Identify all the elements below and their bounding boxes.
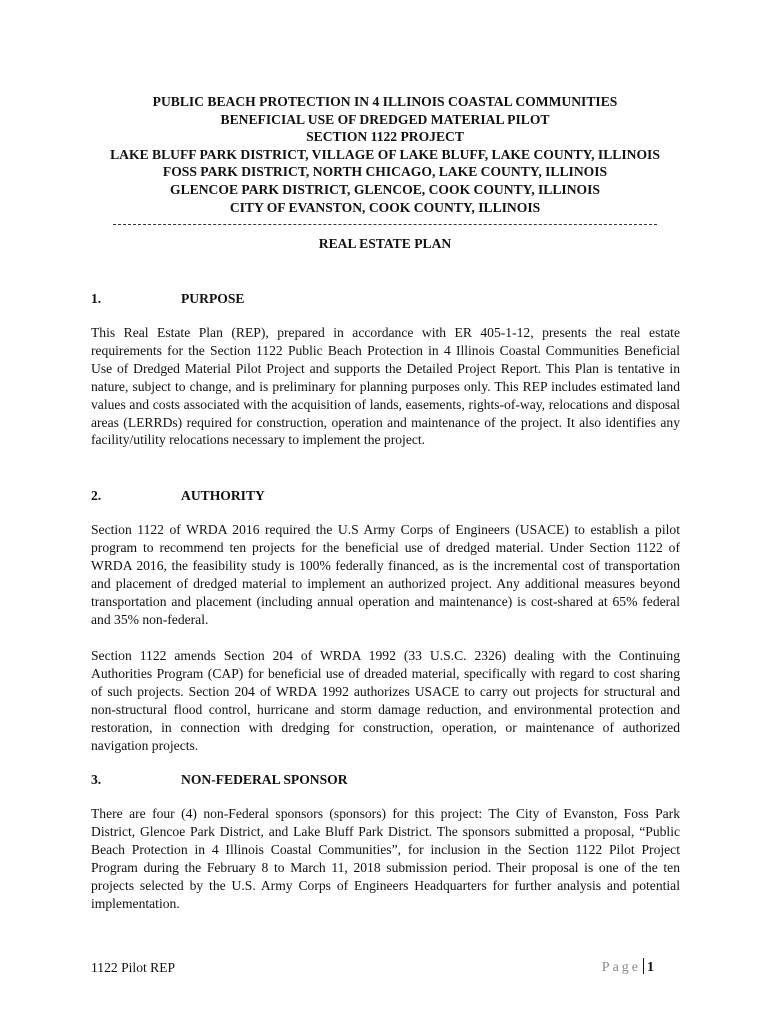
page-separator — [643, 958, 644, 974]
section-heading-non-federal-sponsor — [91, 772, 348, 788]
section-title: AUTHORITY — [181, 488, 265, 503]
section-number: 2. — [91, 488, 102, 503]
dashed-divider — [113, 224, 657, 225]
purpose-paragraph: This Real Estate Plan (REP), prepared in accordance with ER 405-1-12, presents the real estate requirements for the Section 1122 Public Beach Protection in 4 Illinois Coastal Communities Beneficial Use of Dredged Material Pilot Project and supports the Detailed Project Report. This Plan is tentative in nature, subject to change, and is preliminary for planning purposes only. This REP includes estimated land values and costs associated with the acquisition of lands, easements, rights-of-way, relocations and disposal areas (LERRDs) required for construction, operation and maintenance of the project. It also identifies any facility/utility relocations necessary to implement the project. — [91, 325, 680, 448]
authority-paragraph-1: Section 1122 of WRDA 2016 required the U.S Army Corps of Engineers (USACE) to establish a pilot program to recommend ten projects for the beneficial use of dredged material. Under Section 1122 of WRDA 2016, the feasibility study is 100% federally financed, as is the incremental cost of transportation and placement of dredged material to implement an authorized project. Any additional measures beyond transportation and placement (including annual operation and maintenance) is cost-shared at 65% federal and 35% non-federal. — [91, 522, 680, 627]
title-line: BENEFICIAL USE OF DREDGED MATERIAL PILOT — [220, 111, 550, 127]
section-title: PURPOSE — [181, 291, 245, 306]
title-line: FOSS PARK DISTRICT, NORTH CHICAGO, LAKE COUNTY, ILLINOIS — [162, 164, 608, 180]
document-title-block — [40, 93, 730, 216]
section-title: NON-FEDERAL SPONSOR — [181, 772, 348, 787]
section-heading-authority — [91, 488, 265, 504]
title-line: CITY OF EVANSTON, COOK COUNTY, ILLINOIS — [229, 199, 541, 215]
title-line: LAKE BLUFF PARK DISTRICT, VILLAGE OF LAKE BLUFF, LAKE COUNTY, ILLINOIS — [110, 146, 660, 162]
authority-paragraph-2: Section 1122 amends Section 204 of WRDA 1992 (33 U.S.C. 2326) dealing with the Continuing Authorities Program (CAP) for beneficial use of dreaded material, specifically with regard to cost sharing of such projects. Section 204 of WRDA 1992 authorizes USACE to carry out projects for structural and non-structural flood control, hurricane and storm damage reduction, and environmental protection and restoration, in connection with dredging for construction, operation, or maintenance of authorized navigation projects. — [91, 648, 680, 753]
plan-title: REAL ESTATE PLAN — [318, 236, 452, 251]
section-number: 3. — [91, 772, 102, 787]
title-line: GLENCOE PARK DISTRICT, GLENCOE, COOK COUNTY, ILLINOIS — [170, 181, 600, 197]
page-label: Page — [601, 960, 641, 975]
section-number: 1. — [91, 291, 102, 306]
page-number: 1 — [647, 960, 654, 975]
section-heading-purpose — [91, 291, 244, 307]
sponsor-paragraph: There are four (4) non-Federal sponsors (sponsors) for this project: The City of Evanston, Foss Park District, Glencoe Park District, and Lake Bluff Park District. The sponsors submitted a proposal, “Public Beach Protection in 4 Illinois Coastal Communities”, for inclusion in the Section 1122 Pilot Project Program during the February 8 to March 11, 2018 submission period. Their proposal is one of the ten projects selected by the U.S. Army Corps of Engineers Headquarters for further analysis and potential implementation. — [91, 806, 680, 911]
footer-document-name: 1122 Pilot REP — [91, 960, 176, 975]
page-number-block — [602, 958, 654, 976]
title-line: SECTION 1122 PROJECT — [306, 129, 464, 145]
title-line: PUBLIC BEACH PROTECTION IN 4 ILLINOIS COASTAL COMMUNITIES — [152, 94, 618, 109]
